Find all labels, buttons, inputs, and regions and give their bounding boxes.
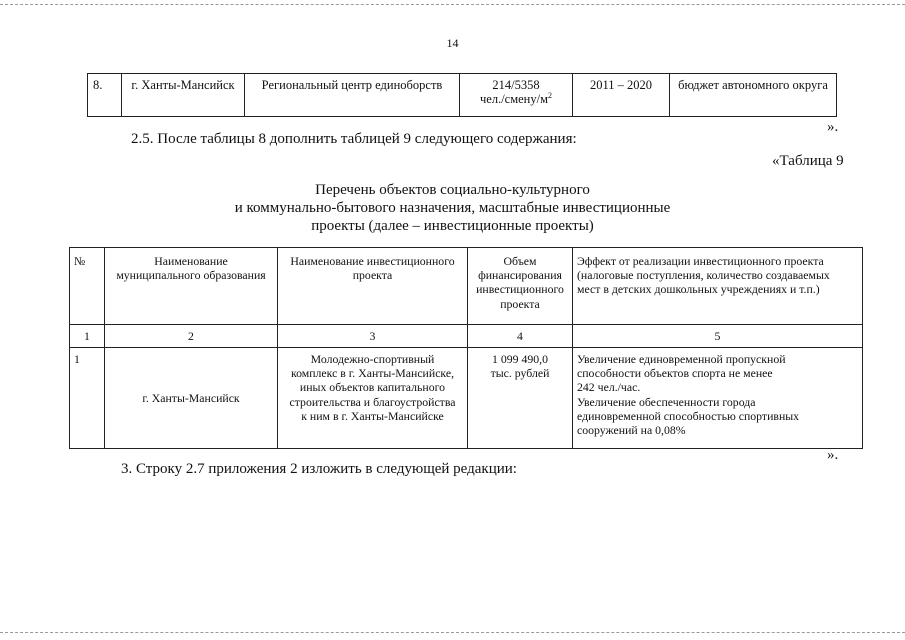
project-line: строительства и благоустройства xyxy=(289,394,456,409)
project-line: к ним в г. Ханты-Мансийске xyxy=(301,408,444,423)
municipality-name: г. Ханты-Мансийск xyxy=(142,390,240,405)
period: 2011 – 2020 xyxy=(589,78,653,92)
object-name: Региональный центр единоборств xyxy=(261,78,443,92)
table-row xyxy=(70,348,863,449)
row-number-cell xyxy=(70,348,105,449)
column-index-row xyxy=(70,325,863,348)
header-municipality xyxy=(105,248,278,325)
closing-quote-2: ». xyxy=(827,447,839,463)
investment-projects-table xyxy=(69,247,863,449)
table-title-line: Перечень объектов социально-культурного xyxy=(315,182,590,198)
funding-cell xyxy=(670,74,837,117)
instruction-paragraph-2: 3. Строку 2.7 приложения 2 изложить в следующей редакции: xyxy=(121,461,517,477)
page-number: 14 xyxy=(446,36,459,50)
volume-cell xyxy=(468,348,573,449)
capacity-cell xyxy=(460,74,573,117)
header-line: муниципального образования xyxy=(116,268,266,283)
row-number: 1 xyxy=(74,352,80,366)
column-index: 4 xyxy=(468,325,573,348)
volume-unit: тыс. рублей xyxy=(490,366,550,381)
scan-edge-bottom xyxy=(0,632,905,633)
table-title-line: проекты (далее – инвестиционные проекты) xyxy=(311,218,594,234)
header-line: Эффект от реализации инвестиционного проекта xyxy=(577,254,824,268)
header-line: инвестиционного xyxy=(476,282,564,297)
table-row xyxy=(88,74,837,117)
effect-line: единовременной способностью спортивных xyxy=(577,408,800,423)
project-line: иных объектов капитального xyxy=(299,380,446,395)
municipality-name: г. Ханты-Мансийск xyxy=(131,78,235,92)
top-table xyxy=(87,73,837,117)
row-number: 8. xyxy=(93,78,103,92)
header-project xyxy=(278,248,468,325)
scan-edge-top xyxy=(0,4,905,5)
column-index: 1 xyxy=(70,325,105,348)
effect-line: Увеличение обеспеченности города xyxy=(577,394,756,409)
table-label: «Таблица 9 xyxy=(772,153,844,169)
header-effect xyxy=(573,248,863,325)
effect-line: Увеличение единовременной пропускной xyxy=(577,352,786,366)
header-number-label: № xyxy=(74,254,86,268)
header-line: Наименование xyxy=(154,254,228,268)
table-title xyxy=(0,181,905,235)
funding-source: бюджет автономного округа xyxy=(678,78,828,92)
column-index: 2 xyxy=(105,325,278,348)
project-cell xyxy=(278,348,468,449)
header-volume xyxy=(468,248,573,325)
capacity-unit-text: чел./смену/м xyxy=(480,92,548,106)
header-line: финансирования xyxy=(478,268,562,283)
project-line: комплекс в г. Ханты-Мансийске, xyxy=(290,366,455,381)
object-cell xyxy=(245,74,460,117)
closing-quote-1: ». xyxy=(827,119,839,135)
volume-amount: 1 099 490,0 xyxy=(491,352,549,366)
period-cell xyxy=(573,74,670,117)
header-line: проекта xyxy=(500,296,540,311)
header-line: мест в детских дошкольных учреждениях и т.п.) xyxy=(577,282,820,297)
effect-line: сооружений на 0,08% xyxy=(577,423,686,438)
capacity-unit-superscript: 2 xyxy=(548,90,552,100)
project-line: Молодежно-спортивный xyxy=(310,352,435,366)
header-line: Наименование инвестиционного xyxy=(290,254,455,268)
municipality-cell xyxy=(122,74,245,117)
effect-line: способности объектов спорта не менее xyxy=(577,366,773,381)
municipality-cell xyxy=(105,348,278,449)
effect-cell xyxy=(573,348,863,449)
header-line: (налоговые поступления, количество создаваемых xyxy=(577,268,830,283)
header-row xyxy=(70,248,863,325)
instruction-paragraph-1: 2.5. После таблицы 8 дополнить таблицей 9 следующего содержания: xyxy=(131,131,577,147)
column-index: 3 xyxy=(278,325,468,348)
header-line: Объем xyxy=(503,254,537,268)
row-number-cell xyxy=(88,74,122,117)
capacity-value: 214/5358 xyxy=(492,78,540,92)
header-line: проекта xyxy=(352,268,393,283)
header-number xyxy=(70,248,105,325)
capacity-unit xyxy=(460,92,572,106)
table-title-line: и коммунально-бытового назначения, масштабные инвестиционные xyxy=(234,200,671,216)
column-index: 5 xyxy=(573,325,863,348)
effect-line: 242 чел./час. xyxy=(577,380,641,395)
